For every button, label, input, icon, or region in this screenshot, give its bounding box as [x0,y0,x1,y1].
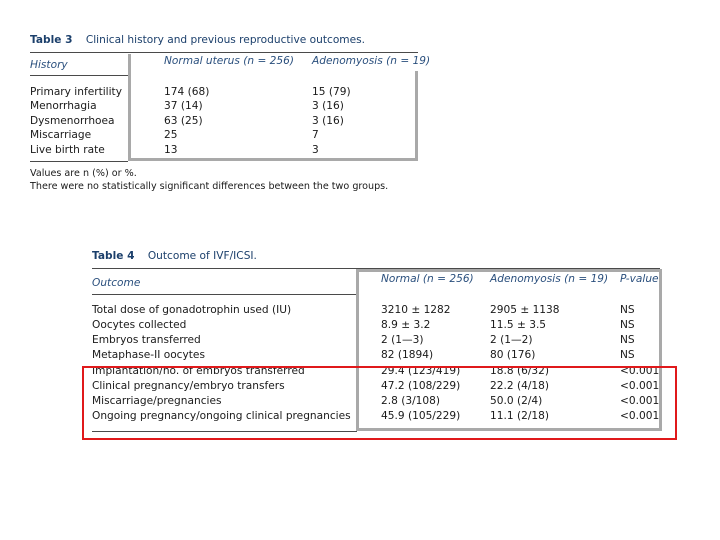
table-4-row-adeno: 22.2 (4/18) [490,380,550,392]
table-3-bottom-rule [30,161,128,162]
table-4-row-label: Oocytes collected [92,319,187,331]
table-4-row-adeno: 80 (176) [490,349,536,361]
table-4-row-pvalue: <0.001 [620,410,660,422]
table-4-row-pvalue: <0.001 [620,365,660,377]
table-4-row-normal: 29.4 (123/419) [381,365,461,377]
table-3-col-adeno: Adenomyosis (n = 19) [312,55,431,67]
table-4-row-normal: 3210 ± 1282 [381,304,451,316]
table-4-row-label: Implantation/no. of embryos transferred [92,365,305,377]
table-3-bottom-bar [128,158,418,161]
table-3-row-label: Menorrhagia [30,100,97,112]
table-3-number: Table 3 [30,34,73,46]
table-4-caption [92,250,257,262]
highlight-box [82,366,677,440]
table-3-title: Clinical history and previous reproductive outcomes. [85,34,366,46]
table-3-row-normal: 25 [164,129,178,141]
table-3-note: Values are n (%) or %. [30,168,137,179]
table-3-row-label: Live birth rate [30,144,105,156]
table-4-col-pvalue: P-value [620,273,659,285]
table-3-row-normal: 63 (25) [164,115,203,127]
table-3-row-normal: 37 (14) [164,100,203,112]
table-3-note: There were no statistically significant differences between the two groups. [30,181,389,192]
table-3-row-adeno: 15 (79) [312,86,351,98]
table-4-row-adeno: 11.5 ± 3.5 [490,319,547,331]
table-3-row-label: Primary infertility [30,86,122,98]
table-4-row-pvalue: NS [620,319,635,331]
table-4-row-label: Ongoing pregnancy/ongoing clinical pregnancies [92,410,351,422]
table-4-col-outcome: Outcome [92,277,141,289]
table-3-caption [30,34,365,46]
table-4-row-label: Metaphase-II oocytes [92,349,205,361]
table-4-row-normal: 47.2 (108/229) [381,380,461,392]
table-4-row-pvalue: <0.001 [620,395,660,407]
table-4-row-label: Embryos transferred [92,334,201,346]
table-4-row-label: Total dose of gonadotrophin used (IU) [92,304,292,316]
table-3-row-adeno: 3 (16) [312,100,344,112]
table-4-row-adeno: 2905 ± 1138 [490,304,560,316]
table-3-row-adeno: 3 [312,144,319,156]
table-4-col-adeno: Adenomyosis (n = 19) [490,273,609,285]
table-4-row-pvalue: <0.001 [620,380,660,392]
table-3-col-normal: Normal uterus (n = 256) [164,55,295,67]
table-3-vertical-bar [128,54,131,161]
table-3-top-rule [30,52,418,53]
table-4-top-bar [356,269,662,272]
table-3-row-normal: 13 [164,144,178,156]
table-3-right-bar [415,71,418,161]
table-4-row-normal: 2.8 (3/108) [381,395,441,407]
table-3-row-adeno: 7 [312,129,319,141]
table-3-row-label: Miscarriage [30,129,92,141]
table-4-row-pvalue: NS [620,349,635,361]
table-4-row-adeno: 2 (1—2) [490,334,533,346]
table-4-row-pvalue: NS [620,334,635,346]
table-4-row-normal: 8.9 ± 3.2 [381,319,431,331]
table-4-title: Outcome of IVF/ICSI. [147,250,257,262]
table-4-number: Table 4 [92,250,135,262]
table-4-row-pvalue: NS [620,304,635,316]
table-4-row-normal: 2 (1—3) [381,334,424,346]
table-4-row-normal: 45.9 (105/229) [381,410,461,422]
table-4-row-adeno: 11.1 (2/18) [490,410,550,422]
table-4-header-rule [92,294,357,295]
table-4-row-label: Miscarriage/pregnancies [92,395,222,407]
table-4-row-label: Clinical pregnancy/embryo transfers [92,380,285,392]
table-4-row-adeno: 50.0 (2/4) [490,395,543,407]
table-3-row-normal: 174 (68) [164,86,210,98]
table-4-row-normal: 82 (1894) [381,349,434,361]
table-3-header-rule [30,75,128,76]
table-3-row-label: Dysmenorrhoea [30,115,115,127]
table-3-col-history: History [30,59,68,71]
table-3-row-adeno: 3 (16) [312,115,344,127]
table-4-col-normal: Normal (n = 256) [381,273,474,285]
table-4-row-adeno: 18.8 (6/32) [490,365,550,377]
